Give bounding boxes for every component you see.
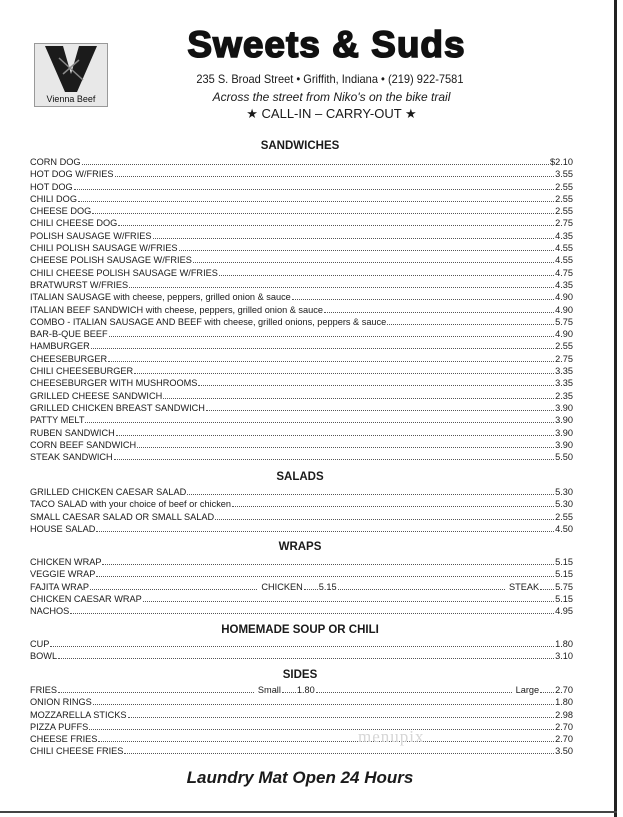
item-name: CHICKEN CAESAR WRAP (30, 593, 142, 604)
dot-leader (338, 581, 505, 590)
item-price: 3.35 (555, 378, 573, 389)
dot-leader (58, 650, 554, 659)
menu-item (30, 205, 573, 217)
menu-item (30, 181, 573, 193)
dot-leader (92, 205, 554, 214)
dot-leader (540, 684, 554, 693)
menu-item (30, 709, 573, 721)
item-price: 4.95 (555, 606, 573, 617)
dot-leader (206, 402, 554, 411)
item-price: 3.35 (555, 366, 573, 377)
menu-item (30, 328, 573, 340)
menu-item (30, 156, 573, 168)
dot-leader (124, 745, 554, 754)
item-price: 5.50 (555, 452, 573, 463)
item-name: CHEESE FRIES (30, 734, 98, 745)
item-name: CHEESE DOG (30, 206, 92, 217)
item-price: 2.70 (555, 721, 573, 732)
tagline: Across the street from Niko's on the bike trail (212, 90, 451, 104)
section-title: SANDWICHES (260, 140, 340, 152)
menu-item (30, 427, 573, 439)
menu-item (30, 498, 573, 510)
menu-item (30, 721, 573, 733)
page-edge-bottom (0, 811, 617, 813)
item-name: CHEESEBURGER WITH MUSHROOMS (30, 378, 198, 389)
option-label: Large (515, 685, 540, 695)
dot-leader (153, 230, 555, 239)
item-price: 3.50 (555, 746, 573, 757)
dot-leader (219, 267, 554, 276)
menu-item (30, 316, 573, 328)
item-name: CHICKEN WRAP (30, 557, 102, 567)
item-name: VEGGIE WRAP (30, 569, 96, 580)
dot-leader (89, 721, 554, 730)
dot-leader (90, 581, 257, 590)
option-label: STEAK (508, 581, 540, 592)
item-name: BOWL (30, 651, 58, 662)
dot-leader (74, 181, 554, 190)
dot-leader (70, 605, 554, 614)
menu-item (30, 414, 573, 426)
menu-item (30, 568, 573, 580)
option-price: 2.70 (555, 685, 574, 695)
dot-leader (118, 217, 554, 226)
logo-text: Vienna Beef (46, 94, 96, 104)
item-name: CHILI DOG (30, 193, 77, 204)
menu-item (30, 605, 573, 617)
dot-leader (232, 498, 554, 507)
item-price: 2.55 (555, 511, 573, 522)
item-price: 4.35 (555, 230, 573, 241)
item-price: 4.35 (555, 279, 573, 290)
dot-leader (324, 304, 554, 313)
section-title: SALADS (276, 471, 324, 483)
item-name: MOZZARELLA STICKS (30, 709, 127, 720)
item-name: HOT DOG (30, 181, 73, 192)
item-name: CHILI CHEESE POLISH SAUSAGE W/FRIES (30, 267, 218, 278)
item-name: CORN DOG (30, 157, 81, 167)
menu-item (30, 745, 573, 757)
menu-item (30, 402, 573, 414)
menu-item (30, 650, 573, 662)
dot-leader (96, 523, 554, 532)
menu-item (30, 217, 573, 229)
option-label: CHICKEN (261, 581, 303, 592)
item-price: 4.90 (555, 329, 573, 340)
dot-leader (129, 279, 554, 288)
option-price: 1.80 (296, 685, 315, 695)
menu-item (30, 523, 573, 535)
item-name: CORN BEEF SANDWICH (30, 439, 137, 450)
item-price: 2.55 (555, 181, 573, 192)
item-price: 3.90 (555, 427, 573, 438)
menu-item (30, 291, 573, 303)
dot-leader (143, 593, 554, 602)
item-name: HAMBURGER (30, 341, 90, 352)
item-name: HOT DOG W/FRIES (30, 169, 114, 180)
item-name: CHEESE POLISH SAUSAGE W/FRIES (30, 255, 192, 266)
item-price: 5.30 (555, 499, 573, 510)
dot-leader (85, 414, 554, 423)
menu-item (30, 340, 573, 352)
item-price: 2.70 (555, 734, 573, 745)
item-name: NACHOS (30, 606, 70, 617)
item-price: 3.55 (555, 169, 573, 180)
menu-item (30, 486, 573, 498)
dot-leader (387, 316, 554, 325)
item-name: CHILI CHEESE DOG (30, 218, 118, 229)
option-price: 5.15 (318, 581, 337, 592)
menu-item (30, 696, 573, 708)
item-name: FAJITA WRAP (30, 581, 90, 592)
dot-leader (58, 684, 254, 693)
item-name: PIZZA PUFFS (30, 721, 89, 732)
item-name: GRILLED CHICKEN BREAST SANDWICH (30, 402, 205, 413)
dot-leader (215, 511, 554, 520)
item-price: 2.98 (555, 709, 573, 720)
menu-item (30, 193, 573, 205)
menu-item (30, 593, 573, 605)
item-price: 2.35 (555, 390, 573, 401)
item-name: BAR-B-QUE BEEF (30, 329, 108, 340)
item-price: $2.10 (550, 157, 573, 167)
item-name: CHEESEBURGER (30, 353, 108, 364)
menu-item (30, 733, 573, 745)
item-price: 4.55 (555, 255, 573, 266)
dot-leader (316, 684, 512, 693)
dot-leader (102, 556, 554, 565)
service-line: ★ CALL-IN – CARRY-OUT ★ (246, 106, 417, 121)
dot-leader (78, 193, 554, 202)
item-price: 2.55 (555, 193, 573, 204)
dot-leader (128, 709, 555, 718)
dot-leader (163, 390, 554, 399)
item-name: ITALIAN SAUSAGE with cheese, peppers, grilled onion & sauce (30, 292, 291, 303)
item-price: 2.75 (555, 218, 573, 229)
dot-leader (193, 254, 554, 263)
item-price: 2.75 (555, 353, 573, 364)
dot-leader (50, 638, 554, 647)
item-price: 3.90 (555, 402, 573, 413)
item-price: 4.90 (555, 292, 573, 303)
item-price: 4.75 (555, 267, 573, 278)
item-price: 3.10 (555, 651, 573, 662)
item-name: GRILLED CHEESE SANDWICH (30, 390, 163, 401)
restaurant-name-text: Sweets & Suds (187, 24, 466, 65)
section-title: SIDES (282, 669, 318, 681)
item-price: 4.90 (555, 304, 573, 315)
item-name: COMBO - ITALIAN SAUSAGE AND BEEF with cheese, grilled onions, peppers & sauce (30, 316, 387, 327)
option-label: Small (257, 685, 281, 695)
dot-leader (134, 365, 554, 374)
item-price: 3.90 (555, 439, 573, 450)
dot-leader (137, 439, 554, 448)
menu-item (30, 638, 573, 650)
menu-item (30, 353, 573, 365)
dot-leader (82, 156, 549, 165)
item-price: 4.55 (555, 243, 573, 254)
menu-item (30, 511, 573, 523)
dot-leader (108, 353, 554, 362)
item-name: SMALL CAESAR SALAD OR SMALL SALAD (30, 511, 215, 522)
item-name: ONION RINGS (30, 697, 92, 708)
dot-leader (304, 581, 318, 590)
item-name: HOUSE SALAD (30, 523, 96, 534)
section-title: HOMEMADE SOUP OR CHILI (221, 624, 379, 636)
item-price: 5.15 (555, 593, 573, 604)
restaurant-name (0, 24, 623, 66)
item-price: 5.75 (555, 316, 573, 327)
item-price: 5.15 (555, 569, 573, 580)
section-items (30, 684, 573, 758)
dot-leader (292, 291, 554, 300)
dot-leader (91, 340, 554, 349)
item-name: BRATWURST W/FRIES (30, 279, 129, 290)
watermark: menupix (358, 727, 425, 746)
item-name: POLISH SAUSAGE W/FRIES (30, 230, 152, 241)
dot-leader (198, 377, 554, 386)
dot-leader (179, 242, 555, 251)
item-name: CHILI POLISH SAUSAGE W/FRIES (30, 243, 178, 254)
item-price: 2.55 (555, 206, 573, 217)
section-items (30, 556, 573, 617)
dot-leader (187, 486, 554, 495)
menu-item (30, 168, 573, 180)
dot-leader (116, 427, 554, 436)
section-title: WRAPS (278, 541, 322, 553)
item-name: STEAK SANDWICH (30, 452, 113, 463)
menu-item (30, 439, 573, 451)
menu-item (30, 581, 573, 593)
item-price: 2.55 (555, 341, 573, 352)
dot-leader (115, 168, 555, 177)
menu-item (30, 556, 573, 568)
dot-leader (114, 451, 554, 460)
menu-item (30, 684, 573, 696)
menu-item (30, 230, 573, 242)
dot-leader (282, 684, 296, 693)
item-name: CHILI CHEESE FRIES (30, 746, 124, 757)
footer-note: Laundry Mat Open 24 Hours (186, 768, 414, 787)
menu-item (30, 390, 573, 402)
item-name: GRILLED CHICKEN CAESAR SALAD (30, 487, 187, 497)
item-name: CHILI CHEESEBURGER (30, 366, 134, 377)
option-price: 5.75 (555, 581, 573, 592)
item-price: 4.50 (555, 523, 573, 534)
item-price: 3.90 (555, 415, 573, 426)
dot-leader (96, 568, 554, 577)
item-name: ITALIAN BEEF SANDWICH with cheese, peppers, grilled onion & sauce (30, 304, 323, 315)
page-edge-right (614, 0, 617, 817)
item-price: 1.80 (555, 639, 573, 649)
item-name: FRIES (30, 685, 58, 695)
menu-item (30, 242, 573, 254)
menu-item (30, 254, 573, 266)
section-items (30, 638, 573, 663)
menu-item (30, 304, 573, 316)
dot-leader (540, 581, 554, 590)
item-price: 5.30 (555, 487, 573, 497)
dot-leader (98, 733, 554, 742)
dot-leader (93, 696, 554, 705)
dot-leader (109, 328, 555, 337)
item-name: TACO SALAD with your choice of beef or chicken (30, 499, 232, 510)
item-name: RUBEN SANDWICH (30, 427, 115, 438)
item-name: CUP (30, 639, 50, 649)
menu-item (30, 267, 573, 279)
item-price: 5.15 (555, 557, 573, 567)
section-items (30, 156, 573, 463)
address: 235 S. Broad Street • Griffith, Indiana • (219) 922-7581 (196, 72, 464, 86)
section-items (30, 486, 573, 535)
menu-item (30, 365, 573, 377)
menu-item (30, 377, 573, 389)
item-name: PATTY MELT (30, 415, 85, 426)
menu-item (30, 451, 573, 463)
menu-item (30, 279, 573, 291)
item-price: 1.80 (555, 697, 573, 708)
